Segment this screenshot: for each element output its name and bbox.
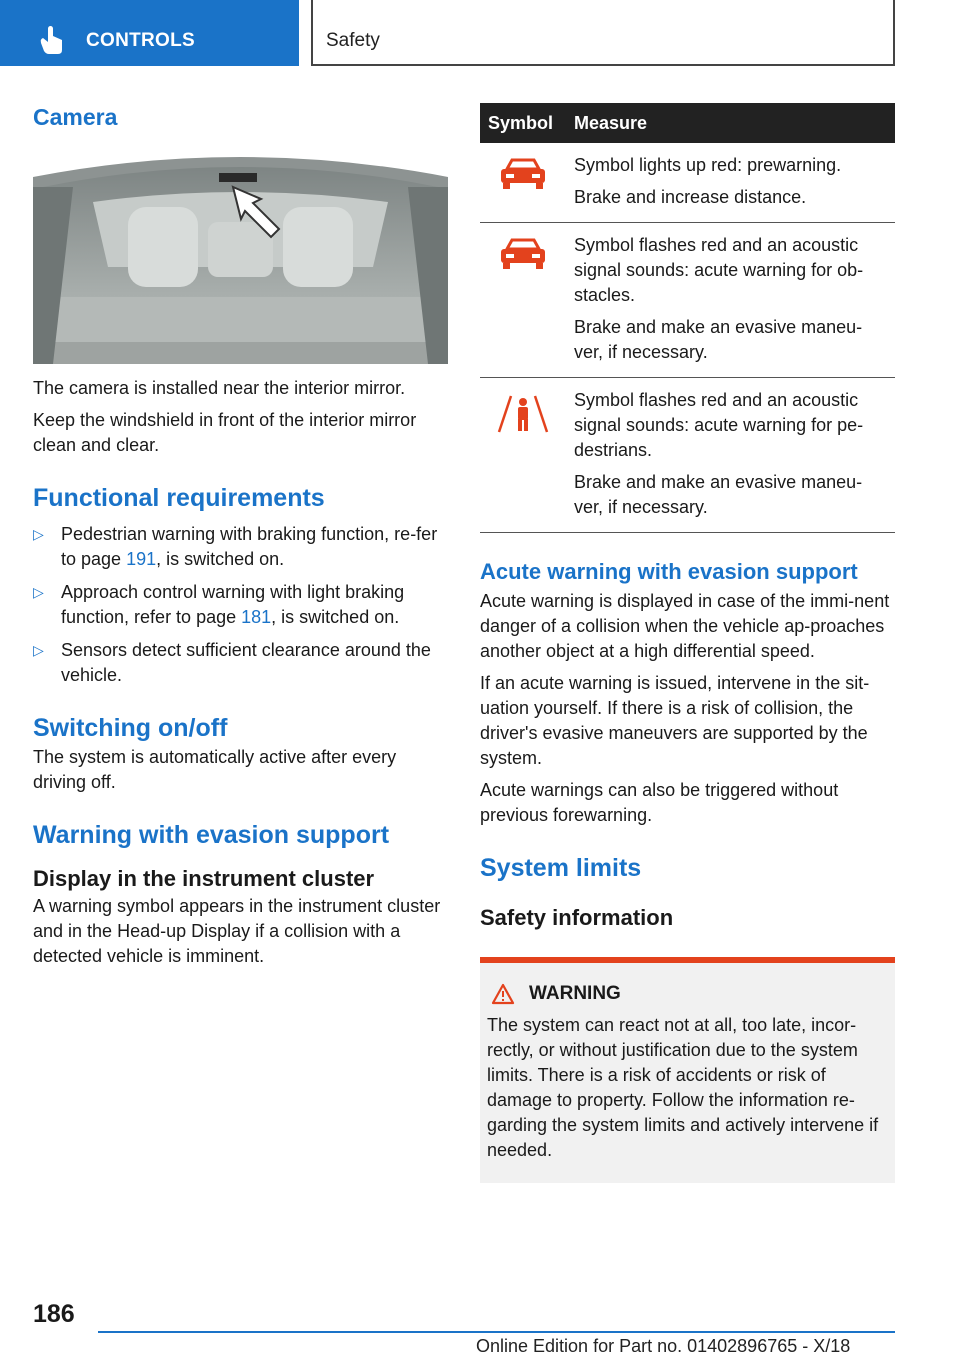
acute-paragraph-3: Acute warnings can also be triggered without previous forewarning. (480, 780, 839, 825)
warning-box (480, 957, 895, 1183)
switching-heading: Switching on/off (33, 714, 228, 742)
list-item: ▷ Pedestrian warning with braking function, re‐fer to page 191, is switched on. (33, 524, 438, 569)
acute-paragraph-2: If an acute warning is issued, intervene in the sit‐uation yourself. If there is a risk of collision, the driver's evasive maneuvers are supported by the system. (480, 673, 870, 768)
page-link-191[interactable]: 191 (126, 549, 157, 569)
measure-text: Brake and make an evasive maneu‐ver, if necessary. (574, 317, 863, 362)
camera-heading: Camera (33, 104, 118, 130)
triangle-bullet-icon: ▷ (33, 526, 44, 542)
column-header-symbol: Symbol (480, 103, 566, 143)
footer-rule (98, 1331, 895, 1333)
display-cluster-heading: Display in the instrument cluster (33, 866, 375, 891)
acute-warning-heading: Acute warning with evasion support (480, 559, 858, 584)
page-number: 186 (33, 1300, 75, 1328)
camera-paragraph-1: The camera is installed near the interior mirror. (33, 378, 406, 398)
camera-paragraph-2: Keep the windshield in front of the interior mirror clean and clear. (33, 410, 417, 455)
hand-pointer-icon (40, 26, 64, 54)
table-row (480, 378, 895, 533)
chapter-box (311, 0, 895, 66)
section-tab (0, 0, 299, 66)
left-column (33, 100, 448, 969)
measure-text: Brake and increase distance. (574, 187, 807, 207)
display-paragraph: A warning symbol appears in the instrument cluster and in the Head-up Display if a collision with a detected vehicle is imminent. (33, 896, 441, 966)
car-warning-icon (497, 157, 549, 191)
measure-text: Symbol flashes red and an acoustic signal sounds: acute warning for ob‐stacles. (574, 235, 864, 305)
warning-title: WARNING (529, 983, 621, 1004)
warning-triangle-icon (491, 983, 515, 1005)
requirements-list (33, 522, 448, 688)
switching-paragraph: The system is automatically active after every driving off. (33, 747, 397, 792)
functional-requirements-heading: Functional requirements (33, 484, 325, 512)
measure-text: Symbol flashes red and an acoustic signal sounds: acute warning for pe‐destrians. (574, 390, 864, 460)
page-header (0, 0, 960, 66)
edition-text: Online Edition for Part no. 01402896765 - X/18 (476, 1336, 851, 1356)
chapter-label: Safety (326, 30, 380, 51)
section-label: CONTROLS (86, 30, 196, 51)
list-item: ▷ Sensors detect sufficient clearance around the vehicle. (33, 640, 431, 685)
warning-text: The system can react not at all, too late, incor‐rectly, or without justification due to the system limits. There is a risk of accidents or risk of damage to property. Follow the information re‐garding the system limits and actively intervene if needed. (487, 1015, 879, 1160)
pedestrian-warning-icon (497, 392, 549, 436)
table-row (480, 143, 895, 223)
system-limits-heading: System limits (480, 854, 642, 882)
warning-evasion-heading: Warning with evasion support (33, 821, 390, 849)
column-header-measure: Measure (566, 103, 895, 143)
page-link-181[interactable]: 181 (241, 607, 272, 627)
camera-location-photo (33, 147, 448, 364)
acute-paragraph-1: Acute warning is displayed in case of the immi‐nent danger of a collision when the vehicle ap‐proaches another object at a high differential speed. (480, 591, 890, 661)
list-item: ▷ Approach control warning with light braking function, refer to page 181, is switched on. (33, 582, 405, 627)
measure-text: Brake and make an evasive maneu‐ver, if necessary. (574, 472, 863, 517)
symbol-table (480, 103, 895, 533)
right-column (480, 103, 895, 1183)
measure-text: Symbol lights up red: prewarning. (574, 155, 842, 175)
triangle-bullet-icon: ▷ (33, 584, 44, 600)
table-header-row (480, 103, 895, 143)
table-row (480, 223, 895, 378)
triangle-bullet-icon: ▷ (33, 642, 44, 658)
safety-information-heading: Safety information (480, 905, 674, 930)
car-warning-icon (497, 237, 549, 271)
